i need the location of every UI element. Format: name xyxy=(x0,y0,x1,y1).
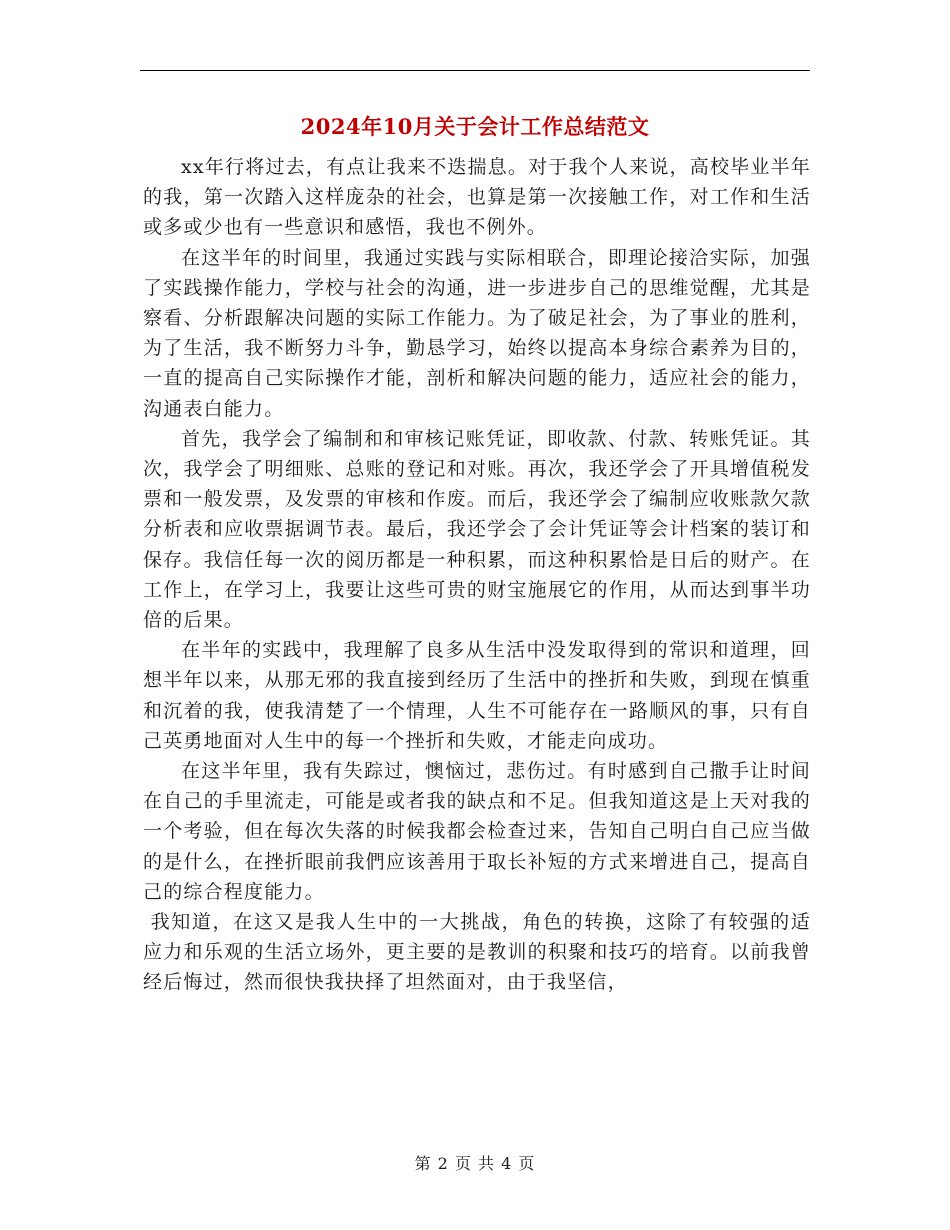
paragraph-4: 在半年的实践中，我理解了良多从生活中没发取得到的常识和道理，回想半年以来，从那无邪的我直接到经历了生活中的挫折和失败，到现在慎重和沉着的我，使我清楚了一个情理，人生不可能存在一路顺风的事，只有自己英勇地面对人生中的每一个挫折和失败，才能走向成功。 xyxy=(143,639,811,752)
document-body xyxy=(143,152,811,998)
paragraph-5: 在这半年里，我有失踪过，懊恼过，悲伤过。有时感到自己撒手让时间在自己的手里流走，可能是或者我的缺点和不足。但我知道这是上天对我的一个考验，但在每次失落的时候我都会检查过来，告知自己明白自己应当做的是什么，在挫折眼前我們应该善用于取长补短的方式来增进自己，提高自己的综合程度能力。 xyxy=(143,760,811,903)
page-footer xyxy=(0,1152,950,1176)
paragraph-1: xx年行将过去，有点让我来不迭揣息。对于我个人来说，高校毕业半年的我，第一次踏入这样庞杂的社会，也算是第一次接触工作，对工作和生活或多或少也有一些意识和感悟，我也不例外。 xyxy=(143,156,811,239)
paragraph-3: 首先，我学会了编制和和审核记账凭证，即收款、付款、转账凭证。其次，我学会了明细账、总账的登记和对账。再次，我还学会了开具增值税发票和一般发票，及发票的审核和作废。而后，我还学会了编制应收账款欠款分析表和应收票据调节表。最后，我还学会了会计凭证等会计档案的装订和保存。我信任每一次的阅历都是一种积累，而这种积累恰是日后的财产。在工作上，在学习上，我要让这些可贵的财宝施展它的作用，从而达到事半功倍的后果。 xyxy=(143,427,811,632)
document-title: 2024年10月关于会计工作总结范文 xyxy=(300,114,650,139)
header-rule xyxy=(140,70,810,71)
paragraph-2: 在这半年的时间里，我通过实践与实际相联合，即理论接洽实际，加强了实践操作能力，学校与社会的沟通，进一步进步自己的思维觉醒，尤其是察看、分析跟解决问题的实际工作能力。为了破足社会，为了事业的胜利，为了生活，我不断努力斗争，勤恳学习，始终以提高本身综合素养为目的，一直的提高自己实际操作才能，剖析和解决问题的能力，适应社会的能力，沟通表白能力。 xyxy=(143,246,811,420)
paragraph-6: 我知道，在这又是我人生中的一大挑战，角色的转换，这除了有较强的适应力和乐观的生活立场外，更主要的是教训的积聚和技巧的培育。以前我曾经后悔过，然而很快我抉择了坦然面对，由于我坚信， xyxy=(143,911,811,994)
page-number: 第 2 页 共 4 页 xyxy=(414,1154,536,1173)
